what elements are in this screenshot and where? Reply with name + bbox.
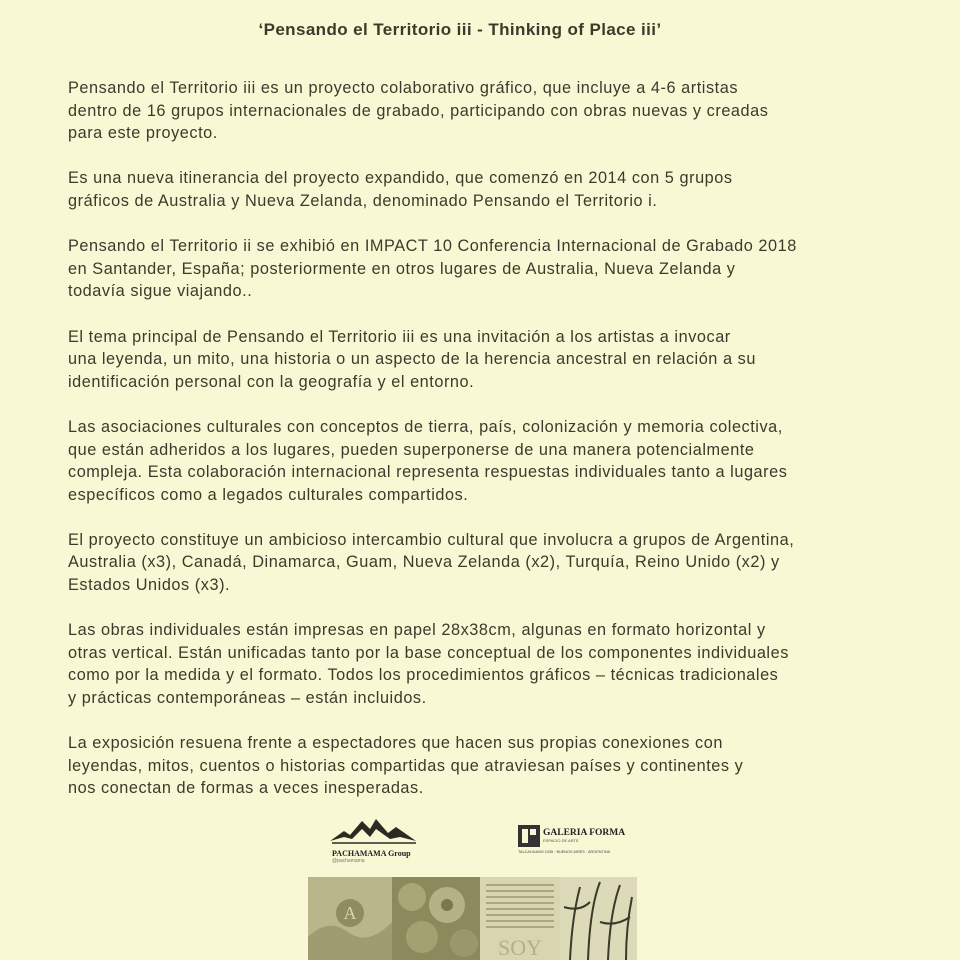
artwork-text-print bbox=[480, 877, 560, 960]
galeria-forma-logo bbox=[518, 825, 628, 865]
artwork-letter: A bbox=[343, 903, 357, 923]
artwork-strip bbox=[308, 877, 637, 960]
sponsor-logos bbox=[330, 815, 630, 865]
artwork-word: SOY bbox=[497, 935, 543, 960]
forma-square-icon bbox=[518, 825, 540, 847]
document-body bbox=[68, 77, 908, 823]
page-title: ‘Pensando el Territorio iii - Thinking of Place iii’ bbox=[258, 20, 662, 39]
mountain-icon bbox=[330, 815, 420, 849]
paragraph-impact: Pensando el Territorio ii se exhibió en IMPACT 10 Conferencia Internacional de Grabado 2018 en Santander, España; posteriormente en otros lugares de Australia, Nueva Zelanda y todavía sigue viajando.. bbox=[68, 237, 797, 301]
forma-address: TALCAHUANO 1035 · BUENOS AIRES · ARGENTINA bbox=[518, 850, 611, 854]
artwork-cactus bbox=[560, 877, 637, 960]
paragraph-theme: El tema principal de Pensando el Territorio iii es una invitación a los artistas a invocar una leyenda, un mito, una historia o un aspecto de la herencia ancestral en relación a su identificación personal con la geografía y el entorno. bbox=[68, 327, 756, 391]
paragraph-exhibition: La exposición resuena frente a espectadores que hacen sus propias conexiones con leyendas, mitos, cuentos o historias compartidas que atraviesan países y continentes y nos conectan de formas a veces inesperadas. bbox=[68, 734, 744, 798]
paragraph-intro: Pensando el Territorio iii es un proyecto colaborativo gráfico, que incluye a 4-6 artistas dentro de 16 grupos internacionales de grabado, participando con obras nuevas y creadas para este proyecto. bbox=[68, 79, 769, 143]
paragraph-itinerancy: Es una nueva itinerancia del proyecto expandido, que comenzó en 2014 con 5 grupos gráficos de Australia y Nueva Zelanda, denominado Pensando el Territorio i. bbox=[68, 169, 733, 210]
pachamama-handle: @pachamama bbox=[332, 858, 365, 864]
artwork-succulent bbox=[392, 877, 480, 960]
paragraph-associations: Las asociaciones culturales con conceptos de tierra, país, colonización y memoria colectiva, que están adheridos a los lugares, pueden superponerse de una manera potencialmente compleja. Esta colaboración internacional representa respuestas individuales tanto a lugares específicos como a legados culturales compartidos. bbox=[68, 417, 788, 504]
pachamama-logo bbox=[330, 815, 420, 863]
paragraph-works: Las obras individuales están impresas en papel 28x38cm, algunas en formato horizontal y otras vertical. Están unificadas tanto por la base conceptual de los componentes individuales como por la medida y el formato. Todos los procedimientos gráficos – técnicas tradicionales y prácticas contemporáneas – están incluidos. bbox=[68, 621, 789, 708]
forma-subtitle: ESPACIO DE ARTE bbox=[543, 838, 579, 843]
artwork-letter-a bbox=[308, 877, 392, 960]
forma-name: GALERIA FORMA bbox=[543, 828, 626, 838]
pachamama-name: PACHAMAMA Group bbox=[332, 849, 411, 858]
paragraph-exchange: El proyecto constituye un ambicioso intercambio cultural que involucra a grupos de Argentina, Australia (x3), Canadá, Dinamarca, Guam, Nueva Zelanda (x2), Turquía, Reino Unido (x2) y Estados Unidos (x3). bbox=[68, 530, 795, 595]
